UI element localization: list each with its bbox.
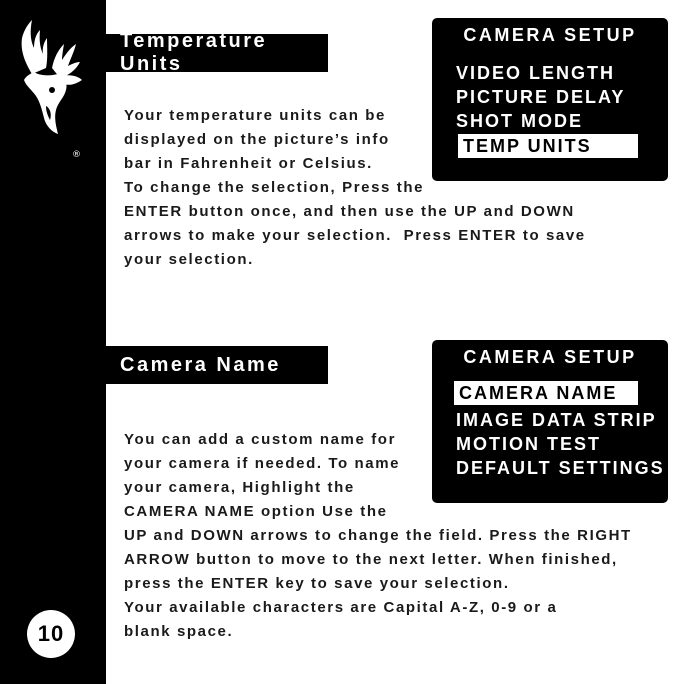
menu-item-shot-mode: SHOT MODE xyxy=(456,111,584,131)
camera-name-description: You can add a custom name for your camera if needed. To name your camera, Highlight the CAMERA NAME option Use the UP and DOWN arrows to change the field. Press the RIGHT ARROW button to move to the next letter. When finished, press the ENTER key to save your selection. Your available characters are Capital A-Z, 0-9 or a blank space. xyxy=(124,431,632,640)
camera-setup-menu-1 xyxy=(432,18,668,181)
buckmark-logo-icon xyxy=(12,14,84,144)
temperature-units-description: Your temperature units can be displayed on the picture’s info bar in Fahrenheit or Celsius. To change the selection, Press the ENTER button once, and then use the UP and DOWN arrows to make your selection. Press ENTER to save your selection. xyxy=(124,107,586,268)
menu-item-temp-units-selected: TEMP UNITS xyxy=(458,134,638,158)
camera-setup-menu-2 xyxy=(432,340,668,503)
menu-title: CAMERA SETUP xyxy=(463,347,637,367)
section-heading-temperature-units xyxy=(106,30,328,75)
menu-title: CAMERA SETUP xyxy=(463,25,637,45)
menu-item-motion-test: MOTION TEST xyxy=(456,434,601,454)
menu-item-default-settings: DEFAULT SETTINGS xyxy=(456,458,665,478)
menu-item-picture-delay: PICTURE DELAY xyxy=(456,87,626,107)
section-heading-camera-name xyxy=(106,346,328,384)
sidebar xyxy=(0,0,106,684)
section-heading-text: Temperature Units xyxy=(120,30,268,75)
menu-item-camera-name-selected: CAMERA NAME xyxy=(454,381,638,405)
menu-item-video-length: VIDEO LENGTH xyxy=(456,63,616,83)
page-number: 10 xyxy=(27,610,75,658)
menu-item-image-data-strip: IMAGE DATA STRIP xyxy=(456,410,657,430)
section-heading-text: Camera Name xyxy=(120,353,281,376)
registered-mark: ® xyxy=(72,150,81,160)
